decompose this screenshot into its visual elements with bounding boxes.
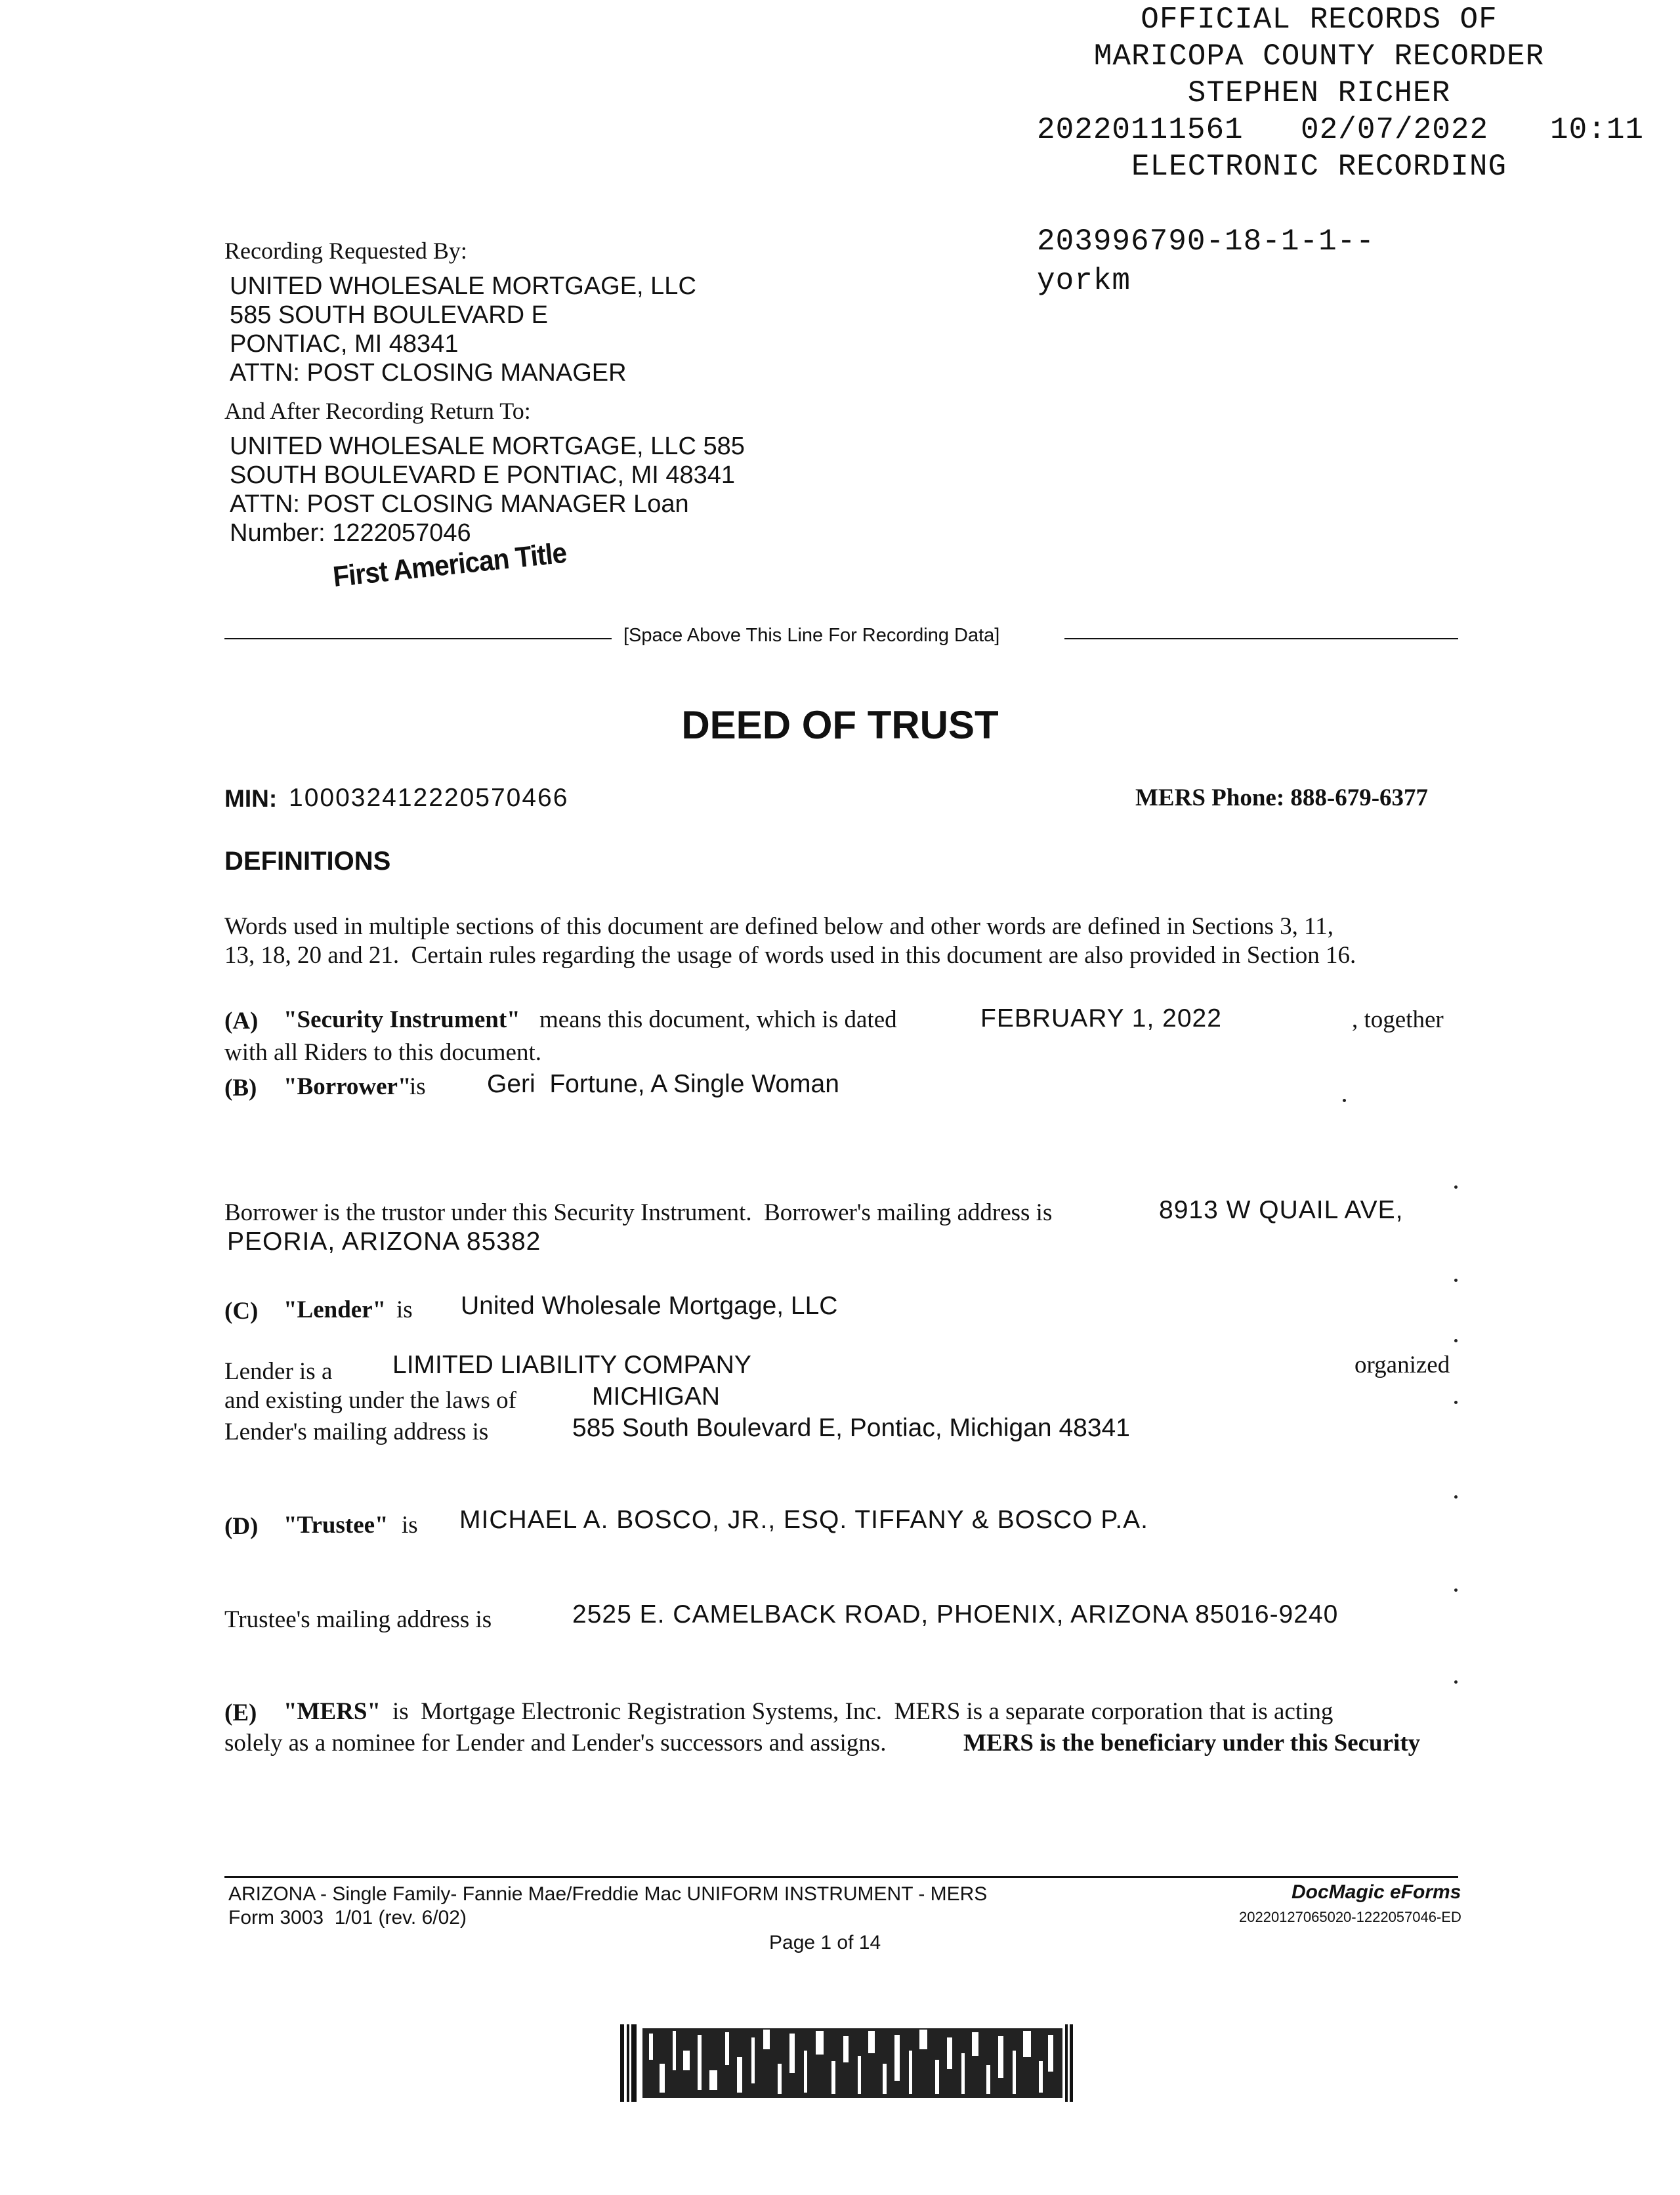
section-e-line-2: solely as a nominee for Lender and Lender's successors and assigns.: [224, 1730, 887, 1757]
fill-dot: [1343, 1099, 1346, 1102]
requested-by-line-2: 585 SOUTH BOULEVARD E: [230, 301, 549, 329]
fill-dot: [1454, 1339, 1458, 1342]
section-a-term: "Security Instrument": [284, 1006, 520, 1033]
fill-dot: [1454, 1588, 1458, 1592]
footer-doc-id: 20220127065020-1222057046-ED: [1239, 1909, 1461, 1925]
definitions-heading: DEFINITIONS: [224, 847, 391, 876]
fill-dot: [1454, 1401, 1458, 1404]
return-to-line-3: ATTN: POST CLOSING MANAGER Loan: [230, 490, 689, 518]
lender-mail-text: Lender's mailing address is: [224, 1418, 489, 1445]
footer-rule: [224, 1876, 1458, 1878]
return-to-line-2: SOUTH BOULEVARD E PONTIAC, MI 48341: [230, 461, 736, 489]
min-value: 100032412220570466: [289, 784, 569, 812]
intro-line-1: Words used in multiple sections of this document are defined below and other words are defined in Sections 3, 11,: [224, 913, 1334, 940]
requested-by-label: Recording Requested By:: [224, 238, 467, 264]
section-c-letter: (C): [224, 1298, 259, 1325]
recording-divider-right: [1064, 638, 1458, 639]
lender-is-a-text: Lender is a: [224, 1358, 333, 1385]
recording-number: 20220111561: [1037, 113, 1244, 147]
trustee-name: MICHAEL A. BOSCO, JR., ESQ. TIFFANY & BOSCO P.A.: [459, 1506, 1149, 1534]
barcode: [620, 2024, 1073, 2102]
min-label: MIN:: [224, 785, 278, 812]
return-to-line-4: Number: 1222057046: [230, 519, 471, 547]
fill-dot: [1454, 1495, 1458, 1499]
section-d-term: "Trustee": [284, 1512, 388, 1539]
section-d-text: is: [402, 1512, 418, 1539]
section-b-term: "Borrower": [284, 1073, 411, 1100]
recorder-line-1: OFFICIAL RECORDS OF: [1141, 3, 1498, 37]
document-title: DEED OF TRUST: [681, 703, 999, 747]
recorder-line-5: ELECTRONIC RECORDING: [1131, 150, 1507, 184]
recording-time: 10:11: [1550, 113, 1645, 147]
section-d-letter: (D): [224, 1513, 259, 1540]
lender-entity-type: LIMITED LIABILITY COMPANY: [392, 1351, 751, 1379]
security-instrument-date: FEBRUARY 1, 2022: [980, 1004, 1222, 1033]
footer-form-line-2: Form 3003 1/01 (rev. 6/02): [228, 1907, 467, 1929]
section-a-text: means this document, which is dated: [539, 1006, 897, 1033]
lender-address: 585 South Boulevard E, Pontiac, Michigan 48341: [572, 1414, 1130, 1442]
requested-by-line-3: PONTIAC, MI 48341: [230, 330, 459, 358]
recorder-line-2: MARICOPA COUNTY RECORDER: [1093, 39, 1545, 74]
section-e-term: "MERS": [284, 1698, 381, 1725]
return-to-line-1: UNITED WHOLESALE MORTGAGE, LLC 585: [230, 433, 745, 460]
page-number: Page 1 of 14: [769, 1932, 881, 1953]
trustee-address: 2525 E. CAMELBACK ROAD, PHOENIX, ARIZONA 85016-9240: [572, 1600, 1339, 1629]
borrower-address-line-2: PEORIA, ARIZONA 85382: [227, 1227, 541, 1256]
section-e-letter: (E): [224, 1699, 257, 1726]
section-e-text: is Mortgage Electronic Registration Systems, Inc. MERS is a separate corporation that is acting: [392, 1698, 1334, 1725]
borrower-trustor-text: Borrower is the trustor under this Security Instrument. Borrower's mailing address is: [224, 1199, 1053, 1226]
fill-dot: [1454, 1680, 1458, 1684]
space-above-line-text: [Space Above This Line For Recording Data]: [623, 625, 1000, 646]
section-a-tail: , together: [1352, 1006, 1444, 1033]
section-b-text: is: [410, 1073, 426, 1100]
return-to-label: And After Recording Return To:: [224, 398, 531, 424]
first-american-title-stamp: First American Title: [331, 536, 568, 593]
recording-date: 02/07/2022: [1301, 113, 1489, 147]
borrower-address-line-1: 8913 W QUAIL AVE,: [1159, 1196, 1404, 1224]
footer-form-line-1: ARIZONA - Single Family- Fannie Mae/Freddie Mac UNIFORM INSTRUMENT - MERS: [228, 1883, 988, 1905]
section-c-term: "Lender": [284, 1296, 387, 1323]
docmagic-logo: DocMagic eForms: [1292, 1881, 1461, 1903]
mers-phone: MERS Phone: 888-679-6377: [1135, 784, 1429, 811]
trustee-mail-text: Trustee's mailing address is: [224, 1606, 492, 1633]
lender-state: MICHIGAN: [592, 1382, 720, 1411]
section-a-line-2: with all Riders to this document.: [224, 1039, 542, 1066]
recorder-line-3: STEPHEN RICHER: [1187, 76, 1451, 110]
lender-name: United Wholesale Mortgage, LLC: [461, 1292, 838, 1320]
requested-by-line-4: ATTN: POST CLOSING MANAGER: [230, 359, 627, 387]
requested-by-line-1: UNITED WHOLESALE MORTGAGE, LLC: [230, 272, 696, 300]
fill-dot: [1454, 1185, 1458, 1189]
reference-number: 203996790-18-1-1--: [1037, 224, 1375, 259]
recording-divider-left: [224, 638, 612, 639]
lender-laws-text: and existing under the laws of: [224, 1387, 516, 1414]
section-c-text: is: [396, 1296, 413, 1323]
section-b-letter: (B): [224, 1075, 257, 1101]
section-a-letter: (A): [224, 1008, 259, 1034]
borrower-name: Geri Fortune, A Single Woman: [487, 1070, 839, 1098]
organized-text: organized: [1354, 1352, 1450, 1378]
fill-dot: [1454, 1279, 1458, 1282]
intro-line-2: 13, 18, 20 and 21. Certain rules regarding the usage of words used in this document are also provided in Section 16.: [224, 942, 1356, 969]
reference-user: yorkm: [1037, 264, 1131, 298]
section-e-line-2-bold: MERS is the beneficiary under this Security: [963, 1730, 1421, 1757]
